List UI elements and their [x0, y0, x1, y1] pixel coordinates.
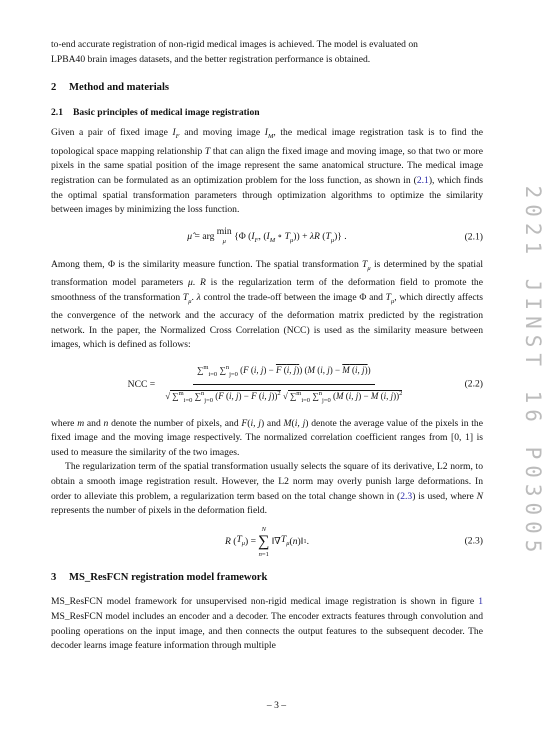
page-body [51, 38, 483, 654]
paragraph-registration-principles: Given a pair of fixed image $I_F$ and moving image $I_M$, the medical image registration task is to find the topological space mapping relationship T that can align the fixed image and moving image, so that two or more pixels in the same spatial position of the image represent the same anatomical structure. The medical image registration can be formulated as an optimization problem for the loss function, as shown in (2.1), which finds the optimal spatial transformation parameters through optimization algorithms to optimize the similarity between images by minimizing the loss function. [51, 127, 484, 216]
section-3-heading [51, 571, 483, 586]
page-number: – 3 – [266, 700, 287, 711]
equation-ref-link[interactable]: 2.3 [400, 490, 413, 502]
intro-paragraph [51, 38, 483, 67]
section-3-number: 3 [51, 571, 57, 583]
equation-2-1-tag: (2.1) [464, 231, 483, 243]
paragraph-similarity-measure: Among them, Φ is the similarity measure function. The spatial transformation $T_\mu$ is determined by the spatial transformation model parameters μ. R is the regularization term of the deformation field to promote the smoothness of the transformation $T_\mu$. λ control the trade-off between the image Φ and $T_\mu$, which directly affects the convergence of the network and the accuracy of the deformation matrix predicted by the registration network. In the paper, the Normalized Cross Correlation (NCC) is used as the similarity measure between images, which is defined as follows: [51, 258, 484, 351]
section-2-heading [51, 81, 483, 96]
intro-line-2: LPBA40 brain images datasets, and the better registration performance is obtained. [51, 53, 371, 65]
intro-line-1: to-end accurate registration of non-rigid medical images is achieved. The model is evaluated on [51, 39, 418, 50]
section-3-title: MS_ResFCN registration model framework [69, 571, 268, 583]
section-2-number: 2 [51, 82, 57, 94]
equation-2-1: μ̂ = arg min μ {Φ ($I_F$, ($I_M$ ∘ $T_\mu)) + \lambda R$ $(T_\mu)$} . (2.1) [187, 225, 483, 245]
section-2-1-number: 2.1 [51, 106, 63, 118]
equation-2-2-tag: (2.2) [464, 378, 483, 390]
section-2-1-title: Basic principles of medical image registration [73, 106, 260, 118]
equation-2-3: R ( $T_\mu$ ) = N ∑ n=1 ‖∇ $T_\mu$ ( n )‖ 1 . (2.3) [224, 525, 483, 558]
paragraph-ms-resfcn: MS_ResFCN model framework for unsupervised non-rigid medical image registration is shown in figure 1 MS_ResFCN model includes an encoder and a decoder. The encoder extracts features through convolution and pooling operations on the input image, and then connects the output features to the subsequent decoder. The decoder learns image feature information through multiple [51, 596, 483, 652]
jinst-sidebar-label: 2021 JINST 16 P03005 [521, 185, 545, 559]
section-2-title: Method and materials [69, 82, 170, 94]
paragraph-ncc-explanation: where m and n denote the number of pixels, and F(i, j) and M(i, j) denote the average value of the pixels in the fixed image and the moving image respectively. The normalized correlation coefficient ranges from [0, 1] is used to measure the similarity of the two images. [51, 417, 483, 458]
equation-2-3-tag: (2.3) [464, 535, 483, 547]
ncc-label: NCC = [127, 378, 156, 390]
figure-ref-link[interactable]: 1 [478, 596, 483, 608]
equation-2-2: NCC = ∑$^m_{i=0}$ ∑$^n_{j=0}$ (F (i, j) − F (i, j)) (M (i, j) − M (i, j)) √ ∑$^m_{i=0}$ ∑$^n_{j=0}$ (F (i, j) − F (i, j))$^2$ √ ∑$^m_{i=0}$ ∑$^n_{j=0}$ (M (i, j) − M (i, j))$^2$ (2.2) [51, 361, 483, 409]
equation-ref-link[interactable]: 2.1 [416, 175, 429, 187]
paragraph-regularization: The regularization term of the spatial transformation usually selects the square of its derivative, L2 norm, to obtain a smooth image registration result. However, the L2 norm may overly punish large deformations. In order to alleviate this problem, a regularization term based on the total change shown in (2.3) is used, where N represents the number of pixels in the deformation field. [51, 461, 483, 517]
section-2-1-heading [51, 106, 483, 121]
